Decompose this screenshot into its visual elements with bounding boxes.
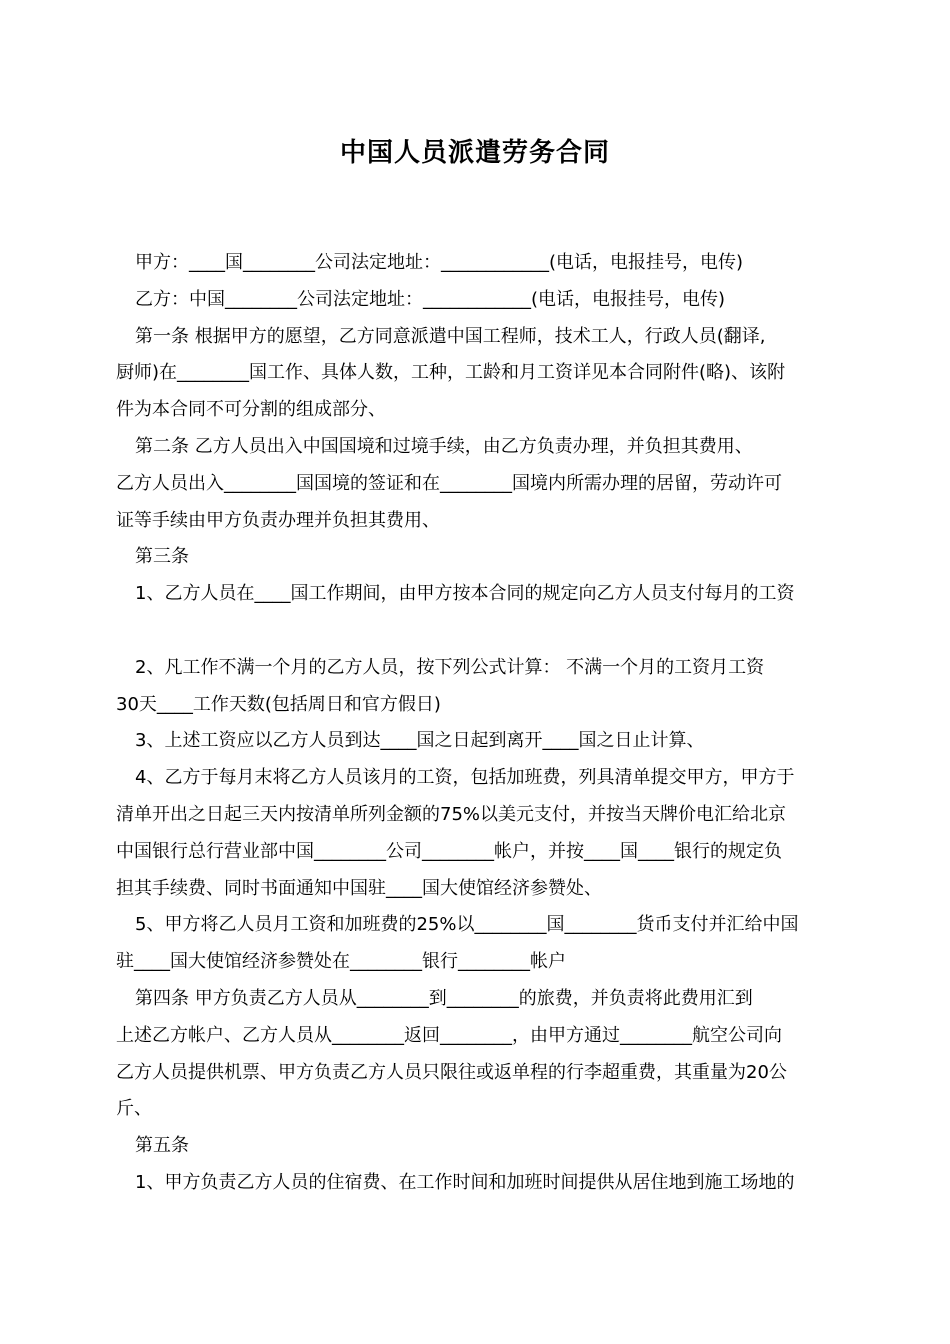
article-3-clause-2-line-2: 30天____工作天数(包括周日和官方假日) bbox=[116, 693, 441, 715]
party-a-line: 甲方：____国________公司法定地址：____________(电话，电报挂号，电传) bbox=[135, 252, 744, 273]
article-3-heading: 第三条 bbox=[135, 546, 189, 568]
article-3-clause-4-line-2: 清单开出之日起三天内按清单所列金额的75%以美元支付，并按当天牌价电汇给北京 bbox=[116, 803, 787, 825]
article-5-clause-1: 1、甲方负责乙方人员的住宿费、在工作时间和加班时间提供从居住地到施工场地的 bbox=[135, 1171, 795, 1193]
article-4-line-1: 第四条 甲方负责乙方人员从________到________的旅费，并负责将此费用汇到 bbox=[135, 987, 753, 1009]
article-4-line-2: 上述乙方帐户、乙方人员从________返回________，由甲方通过________航空公司向 bbox=[116, 1024, 782, 1046]
document-title: 中国人员派遣劳务合同 bbox=[339, 138, 610, 168]
article-3-clause-4-line-4: 担其手续费、同时书面通知中国驻____国大使馆经济参赞处、 bbox=[116, 877, 602, 899]
document-body bbox=[116, 245, 846, 1202]
article-3-clause-4-line-3: 中国银行总行营业部中国________公司________帐户，并按____国____银行的规定负 bbox=[116, 840, 782, 862]
blank-line bbox=[116, 613, 846, 650]
article-5-heading: 第五条 bbox=[135, 1135, 189, 1157]
article-4-line-3: 乙方人员提供机票、甲方负责乙方人员只限往或返单程的行李超重费，其重量为20公 bbox=[116, 1061, 787, 1083]
article-1-line-2: 厨师)在________国工作、具体人数，工种，工龄和月工资详见本合同附件(略)、该附 bbox=[116, 362, 786, 384]
article-3-clause-4-line-1: 4、乙方于每月末将乙方人员该月的工资，包括加班费，列具清单提交甲方，甲方于 bbox=[135, 767, 795, 789]
article-4-line-4: 斤、 bbox=[116, 1098, 152, 1120]
article-3-clause-3: 3、上述工资应以乙方人员到达____国之日起到离开____国之日止计算、 bbox=[135, 730, 705, 752]
article-1-line-1: 第一条 根据甲方的愿望，乙方同意派遣中国工程师，技术工人，行政人员(翻译, bbox=[135, 325, 766, 347]
article-3-clause-2-line-1: 2、凡工作不满一个月的乙方人员，按下列公式计算： 不满一个月的工资月工资 bbox=[135, 656, 765, 678]
article-2-line-3: 证等手续由甲方负责办理并负担其费用、 bbox=[116, 509, 440, 531]
article-1-line-3: 件为本合同不可分割的组成部分、 bbox=[116, 399, 386, 421]
party-b-line: 乙方：中国________公司法定地址：____________(电话，电报挂号，电传) bbox=[135, 288, 726, 310]
article-3-clause-5-line-1: 5、甲方将乙人员月工资和加班费的25%以________国________货币支付并汇给中国 bbox=[135, 914, 799, 936]
article-2-line-2: 乙方人员出入________国国境的签证和在________国境内所需办理的居留，劳动许可 bbox=[116, 472, 782, 494]
article-3-clause-1: 1、乙方人员在____国工作期间，由甲方按本合同的规定向乙方人员支付每月的工资 bbox=[135, 583, 795, 605]
article-3-clause-5-line-2: 驻____国大使馆经济参赞处在________银行________帐户 bbox=[116, 951, 566, 973]
article-2-line-1: 第二条 乙方人员出入中国国境和过境手续，由乙方负责办理，并负担其费用、 bbox=[135, 435, 753, 457]
